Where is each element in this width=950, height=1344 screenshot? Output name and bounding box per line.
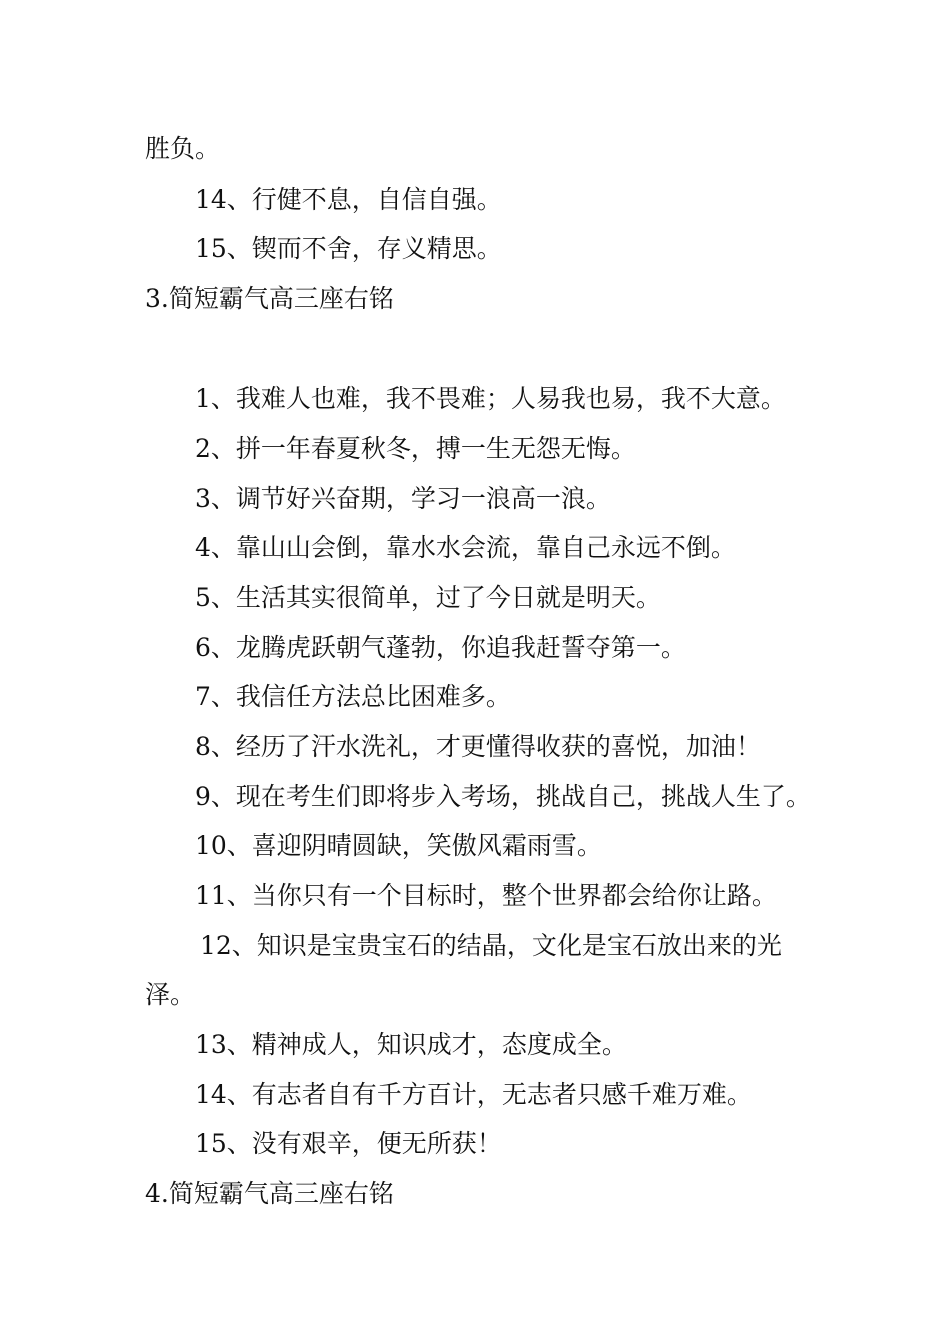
section-heading: 3.简短霸气高三座右铭	[145, 284, 394, 313]
list-item-continuation: 泽。	[145, 980, 196, 1009]
list-item: 12、知识是宝贵宝石的结晶，文化是宝石放出来的光	[200, 931, 782, 960]
list-item: 3、调节好兴奋期，学习一浪高一浪。	[195, 484, 611, 513]
list-item: 10、喜迎阴晴圆缺，笑傲风霜雨雪。	[195, 831, 602, 860]
list-item: 15、没有艰辛，便无所获！	[195, 1129, 502, 1158]
list-item: 14、行健不息，自信自强。	[195, 185, 502, 214]
list-item: 8、经历了汗水洗礼，才更懂得收获的喜悦，加油！	[195, 732, 761, 761]
list-item: 9、现在考生们即将步入考场，挑战自己，挑战人生了。	[195, 782, 811, 811]
list-item: 1、我难人也难，我不畏难；人易我也易，我不大意。	[195, 384, 786, 413]
list-item: 2、拼一年春夏秋冬，搏一生无怨无悔。	[195, 434, 636, 463]
list-item: 4、靠山山会倒，靠水水会流，靠自己永远不倒。	[195, 533, 736, 562]
list-item: 5、生活其实很简单，过了今日就是明天。	[195, 583, 661, 612]
list-item: 7、我信任方法总比困难多。	[195, 682, 511, 711]
section-heading: 4.简短霸气高三座右铭	[145, 1179, 394, 1208]
list-item: 15、锲而不舍，存义精思。	[195, 234, 502, 263]
continuation-text: 胜负。	[145, 134, 221, 163]
list-item: 11、当你只有一个目标时，整个世界都会给你让路。	[195, 881, 777, 910]
list-item: 6、龙腾虎跃朝气蓬勃，你追我赶誓夺第一。	[195, 633, 686, 662]
list-item: 13、精神成人，知识成才，态度成全。	[195, 1030, 627, 1059]
list-item: 14、有志者自有千方百计，无志者只感千难万难。	[195, 1080, 752, 1109]
